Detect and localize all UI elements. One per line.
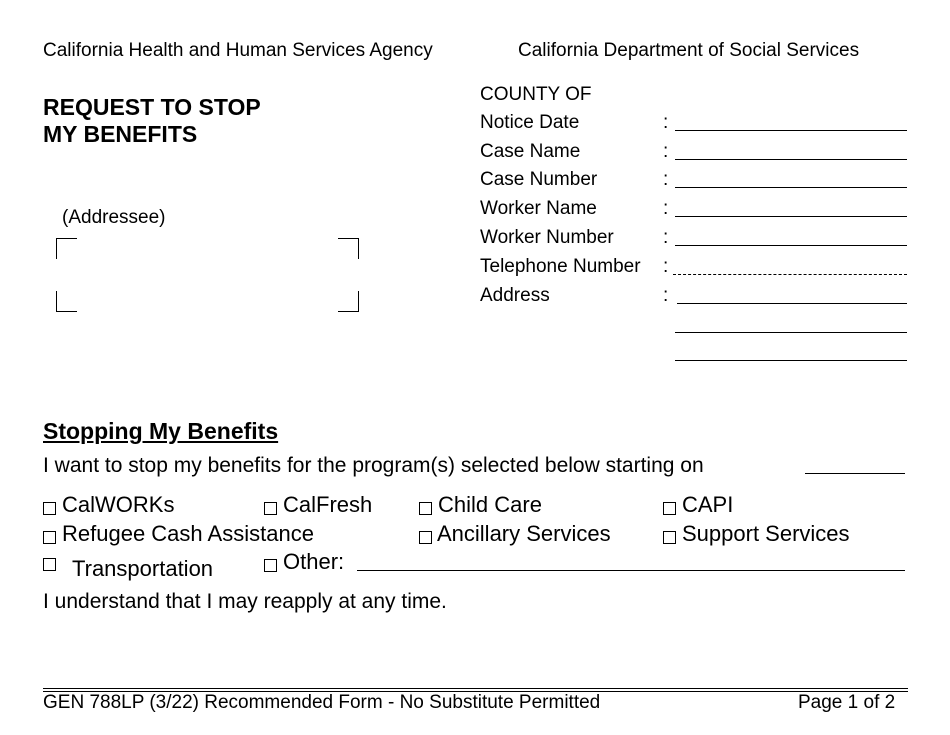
- support-services-checkbox[interactable]: [663, 531, 676, 544]
- capi-label: CAPI: [682, 492, 734, 517]
- capi-checkbox[interactable]: [663, 502, 676, 515]
- worker-name-label: Worker Name: [480, 198, 597, 219]
- addressee-corner-top-right: [338, 238, 359, 259]
- address-label: Address: [480, 285, 550, 306]
- address-field-line-2[interactable]: [675, 332, 907, 333]
- notice-date-colon: :: [663, 112, 669, 133]
- worker-number-label: Worker Number: [480, 227, 614, 248]
- worker-number-colon: :: [663, 227, 669, 248]
- telephone-number-colon: :: [663, 256, 669, 277]
- case-number-colon: :: [663, 169, 669, 190]
- form-title-line-1: REQUEST TO STOP: [43, 94, 261, 120]
- case-number-label: Case Number: [480, 169, 598, 190]
- refugee-cash-assistance-checkbox[interactable]: [43, 531, 56, 544]
- other-label: Other:: [283, 549, 345, 574]
- addressee-corner-bottom-right: [338, 291, 359, 312]
- case-number-field[interactable]: [675, 187, 907, 188]
- support-services-label: Support Services: [682, 521, 850, 546]
- ancillary-services-checkbox[interactable]: [419, 531, 432, 544]
- transportation-checkbox[interactable]: [43, 558, 56, 571]
- telephone-number-field[interactable]: [673, 274, 907, 275]
- case-name-label: Case Name: [480, 141, 581, 162]
- calworks-checkbox[interactable]: [43, 502, 56, 515]
- address-field-line-1[interactable]: [677, 303, 907, 304]
- worker-name-colon: :: [663, 198, 669, 219]
- case-name-field[interactable]: [675, 159, 907, 160]
- addressee-label: (Addressee): [62, 207, 166, 228]
- ancillary-services-label: Ancillary Services: [437, 521, 611, 546]
- notice-date-field[interactable]: [675, 130, 907, 131]
- form-id: GEN 788LP (3/22) Recommended Form - No Substitute Permitted: [43, 692, 601, 713]
- addressee-corner-bottom-left: [56, 291, 77, 312]
- department-name: California Department of Social Services: [518, 40, 860, 61]
- form-title: [43, 94, 261, 148]
- section-title: Stopping My Benefits: [43, 418, 279, 444]
- case-name-colon: :: [663, 141, 669, 162]
- calfresh-label: CalFresh: [283, 492, 373, 517]
- addressee-corner-top-left: [56, 238, 77, 259]
- reapply-note: I understand that I may reapply at any time.: [43, 590, 447, 613]
- calworks-label: CalWORKs: [62, 492, 175, 517]
- footer-divider: [43, 688, 908, 689]
- address-field-line-3[interactable]: [675, 360, 907, 361]
- other-checkbox[interactable]: [264, 559, 277, 572]
- telephone-number-label: Telephone Number: [480, 256, 641, 277]
- stop-intro-text: I want to stop my benefits for the program(s) selected below starting on: [43, 454, 704, 477]
- other-field[interactable]: [357, 570, 905, 571]
- refugee-cash-assistance-label: Refugee Cash Assistance: [62, 521, 314, 546]
- transportation-label: Transportation: [72, 556, 214, 581]
- calfresh-checkbox[interactable]: [264, 502, 277, 515]
- child-care-checkbox[interactable]: [419, 502, 432, 515]
- agency-name: California Health and Human Services Agency: [43, 40, 433, 61]
- page-number: Page 1 of 2: [798, 692, 896, 713]
- start-date-field[interactable]: [805, 473, 905, 474]
- worker-number-field[interactable]: [675, 245, 907, 246]
- county-of-label: COUNTY OF: [480, 84, 592, 105]
- worker-name-field[interactable]: [675, 216, 907, 217]
- address-colon: :: [663, 285, 669, 306]
- child-care-label: Child Care: [438, 492, 542, 517]
- form-title-line-2: MY BENEFITS: [43, 121, 198, 147]
- notice-date-label: Notice Date: [480, 112, 580, 133]
